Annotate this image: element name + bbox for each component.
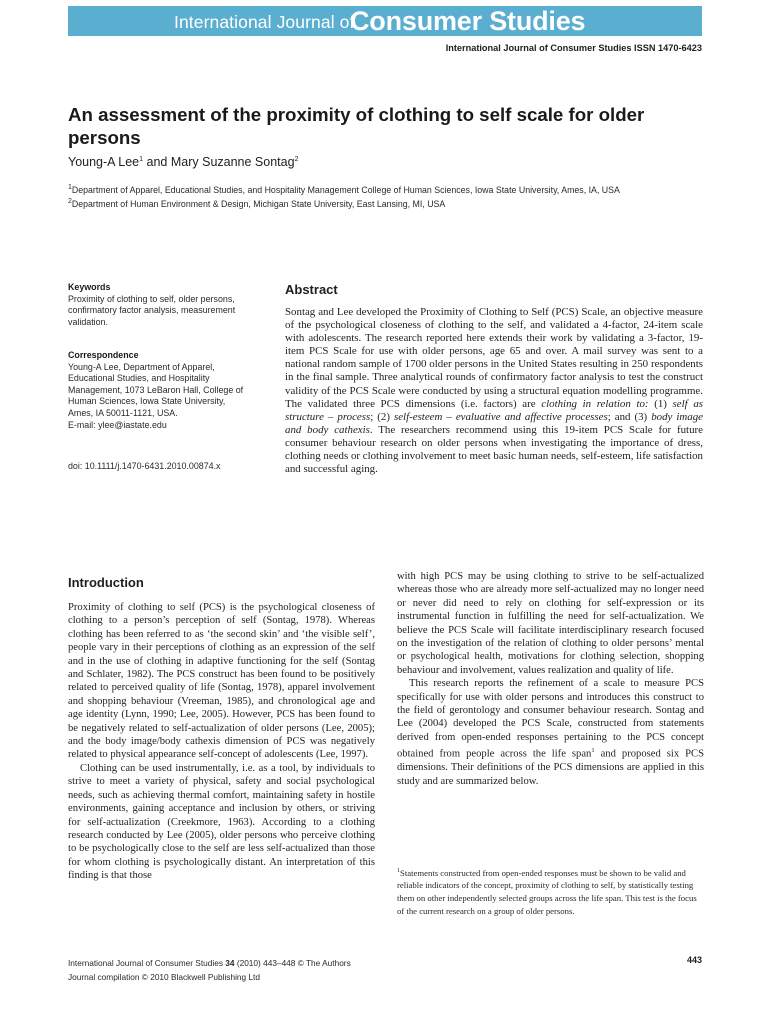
footer-journal: International Journal of Consumer Studies (68, 958, 226, 968)
abstract-emphasis: self as structure – process (285, 397, 703, 423)
abstract-segment: (1) (648, 397, 673, 410)
author-list (68, 155, 298, 169)
correspondence-heading: Correspondence (68, 350, 139, 360)
affiliation-marker: 2 (68, 198, 72, 205)
keywords-heading: Keywords (68, 282, 111, 292)
correspondence-email: E-mail: ylee@iastate.edu (68, 419, 167, 430)
paragraph-segment: and proposed six PCS dimensions. Their definitions of the PCS dimensions are applied in this study and are summarized below. (397, 748, 704, 787)
abstract-segment: Sontag and Lee developed the Proximity of Clothing to Self (PCS) Scale, an objective measure of the psychological closeness of clothing to the self, and validated a 4-factor, 24-item scale with adolescents. The research reported here extends their work by validating a 3-factor, 19-item PCS Scale for use with older persons, age 65 and over. A mail survey was sent to a national random sample of 1700 older persons in the United States resulting in 250 respondents in the final sample. Three analytical rounds of confirmatory factor analysis to test the construct validity of the PCS Scale were conducted by using a structural equation modelling programme. The validated three PCS dimensions (i.e. factors) are (285, 306, 703, 410)
page-number: 443 (686, 955, 702, 965)
footnote (397, 865, 704, 917)
footnote-text: Statements constructed from open-ended responses must be shown to be valid and reliable indicators of the concept, proximity of clothing to self, by statistically testing them on other independently selected groups across the life span. This test is the focus of the current research on a group of older persons. (397, 867, 697, 916)
article-title: An assessment of the proximity of clothing to self scale for older persons (68, 104, 645, 148)
paragraph-segment: This research reports the refinement of a scale to measure PCS specifically for use with older persons and introduces this construct to the field of gerontology and consumer behaviour research. Sontag and Lee (2004) developed the PCS Scale, constructed from statements derived from open-ended responses pertaining to the PCS concept obtained from people across the life span (397, 678, 704, 760)
body-paragraph (397, 677, 704, 788)
abstract-emphasis: self-esteem – evaluative and affective processes (393, 410, 608, 423)
keywords-block (68, 282, 268, 328)
footnote-marker: 1 (397, 868, 400, 874)
abstract-emphasis: clothing in relation to: (541, 397, 649, 410)
abstract-segment: . The researchers recommend using this 19-item PCS Scale for future consumer behaviour research on older persons when investigating the importance of dress, clothing needs or clothing involvement to meet basic human needs, self-esteem, life satisfaction and successful aging. (285, 423, 703, 476)
correspondence-line: Educational Studies, and Hospitality (68, 373, 210, 384)
author-name: Young-A Lee (68, 155, 140, 169)
abstract-text (285, 306, 703, 476)
footer-copyright: Journal compilation © 2010 Blackwell Publishing Ltd (68, 972, 260, 982)
keywords-line: confirmatory factor analysis, measurement (68, 305, 236, 316)
footnote-marker: 1 (591, 747, 595, 755)
footer-volume: 34 (225, 958, 235, 968)
body-column-left (68, 601, 375, 883)
keywords-line: validation. (68, 316, 108, 327)
correspondence-line: Young-A Lee, Department of Apparel, (68, 361, 215, 372)
affiliation-marker: 1 (68, 184, 72, 191)
abstract-heading: Abstract (285, 282, 338, 297)
affiliation (68, 196, 445, 210)
affiliation (68, 182, 620, 196)
affiliation-marker: 2 (294, 155, 299, 163)
keywords-line: Proximity of clothing to self, older persons, (68, 293, 235, 304)
abstract-segment: ; (2) (370, 410, 394, 423)
footer-pages: (2010) 443–448 © The Authors (234, 958, 351, 968)
affiliation-text: Department of Human Environment & Design, Michigan State University, East Lansing, MI, USA (71, 198, 446, 209)
page-footer (68, 956, 351, 984)
doi-line: doi: 10.1111/j.1470-6431.2010.00874.x (68, 461, 221, 471)
correspondence-line: Ames, IA 50011-1121, USA. (68, 407, 178, 418)
introduction-heading: Introduction (68, 575, 144, 590)
affiliation-text: Department of Apparel, Educational Studies, and Hospitality Management College of Human Sciences, Iowa State University, Ames, IA, USA (71, 184, 620, 195)
body-column-right (397, 570, 704, 788)
footer-citation (68, 956, 351, 970)
author-name: Mary Suzanne Sontag (170, 155, 295, 169)
body-paragraph: Clothing can be used instrumentally, i.e. as a tool, by individuals to strive to meet a variety of physical, safety and social psychological needs, such as achieving thermal comfort, maintaining safety in hostile environments, gaining acceptance and inclusion by others, or striving for self-actualization (Creekmore, 1963). According to a clothing research conducted by Lee (2005), older persons who perceive clothing to be psychologically close to the self are less self-actualized than those for whom clothing is psychologically distant. An interpretation of this finding is that those (68, 762, 375, 882)
correspondence-line: Management, 1073 LeBaron Hall, College of (68, 384, 244, 395)
journal-banner (68, 6, 702, 36)
journal-name-prefix: International Journal of (174, 12, 355, 32)
correspondence-block (68, 350, 268, 431)
affiliation-marker: 1 (139, 155, 144, 163)
issn-line: International Journal of Consumer Studies ISSN 1470-6423 (445, 43, 702, 53)
author-conjunction: and (143, 155, 171, 169)
body-paragraph: Proximity of clothing to self (PCS) is the psychological closeness of clothing to a person’s perception of self (Sontag, 1978). Whereas clothing has been referred to as ‘the second skin’ and ‘the visible self’, people vary in their perceptions of clothing as an expression of the self and in the use of clothing in adaptive functioning for the self (Sontag and Schlater, 1982). The PCS construct has been found to be positively related to perceived quality of life (Sontag, 1978), apparel involvement and shopping behaviour (Vreeman, 1985), and chronological age and age identity (Lynn, 1990; Lee, 2005). However, PCS has been found to be negatively related to self-actualization of older persons (Lee, 2005); and the body image/body cathexis dimension of PCS was negatively related to physical appearance self-concept of adolescents (Lee, 1997). (68, 602, 375, 761)
abstract-emphasis: body image and body cathexis (285, 410, 703, 436)
journal-name-main: Consumer Studies (350, 6, 586, 36)
abstract-segment: ; and (3) (607, 410, 652, 423)
body-paragraph: with high PCS may be using clothing to strive to be self-actualized whereas those who are already more self-actualized may no longer need or never did need to rely on clothing for self-expression or its instrumental function in fulfilling the need for self-actualization. We believe the PCS Scale will facilitate interdisciplinary research focused on the investigation of the relation of clothing to older persons’ mental or psychological health, motivations for clothing selection, shopping behaviour and involvement, values realization and quality of life. (397, 571, 704, 676)
correspondence-line: Human Sciences, Iowa State University, (68, 396, 226, 407)
